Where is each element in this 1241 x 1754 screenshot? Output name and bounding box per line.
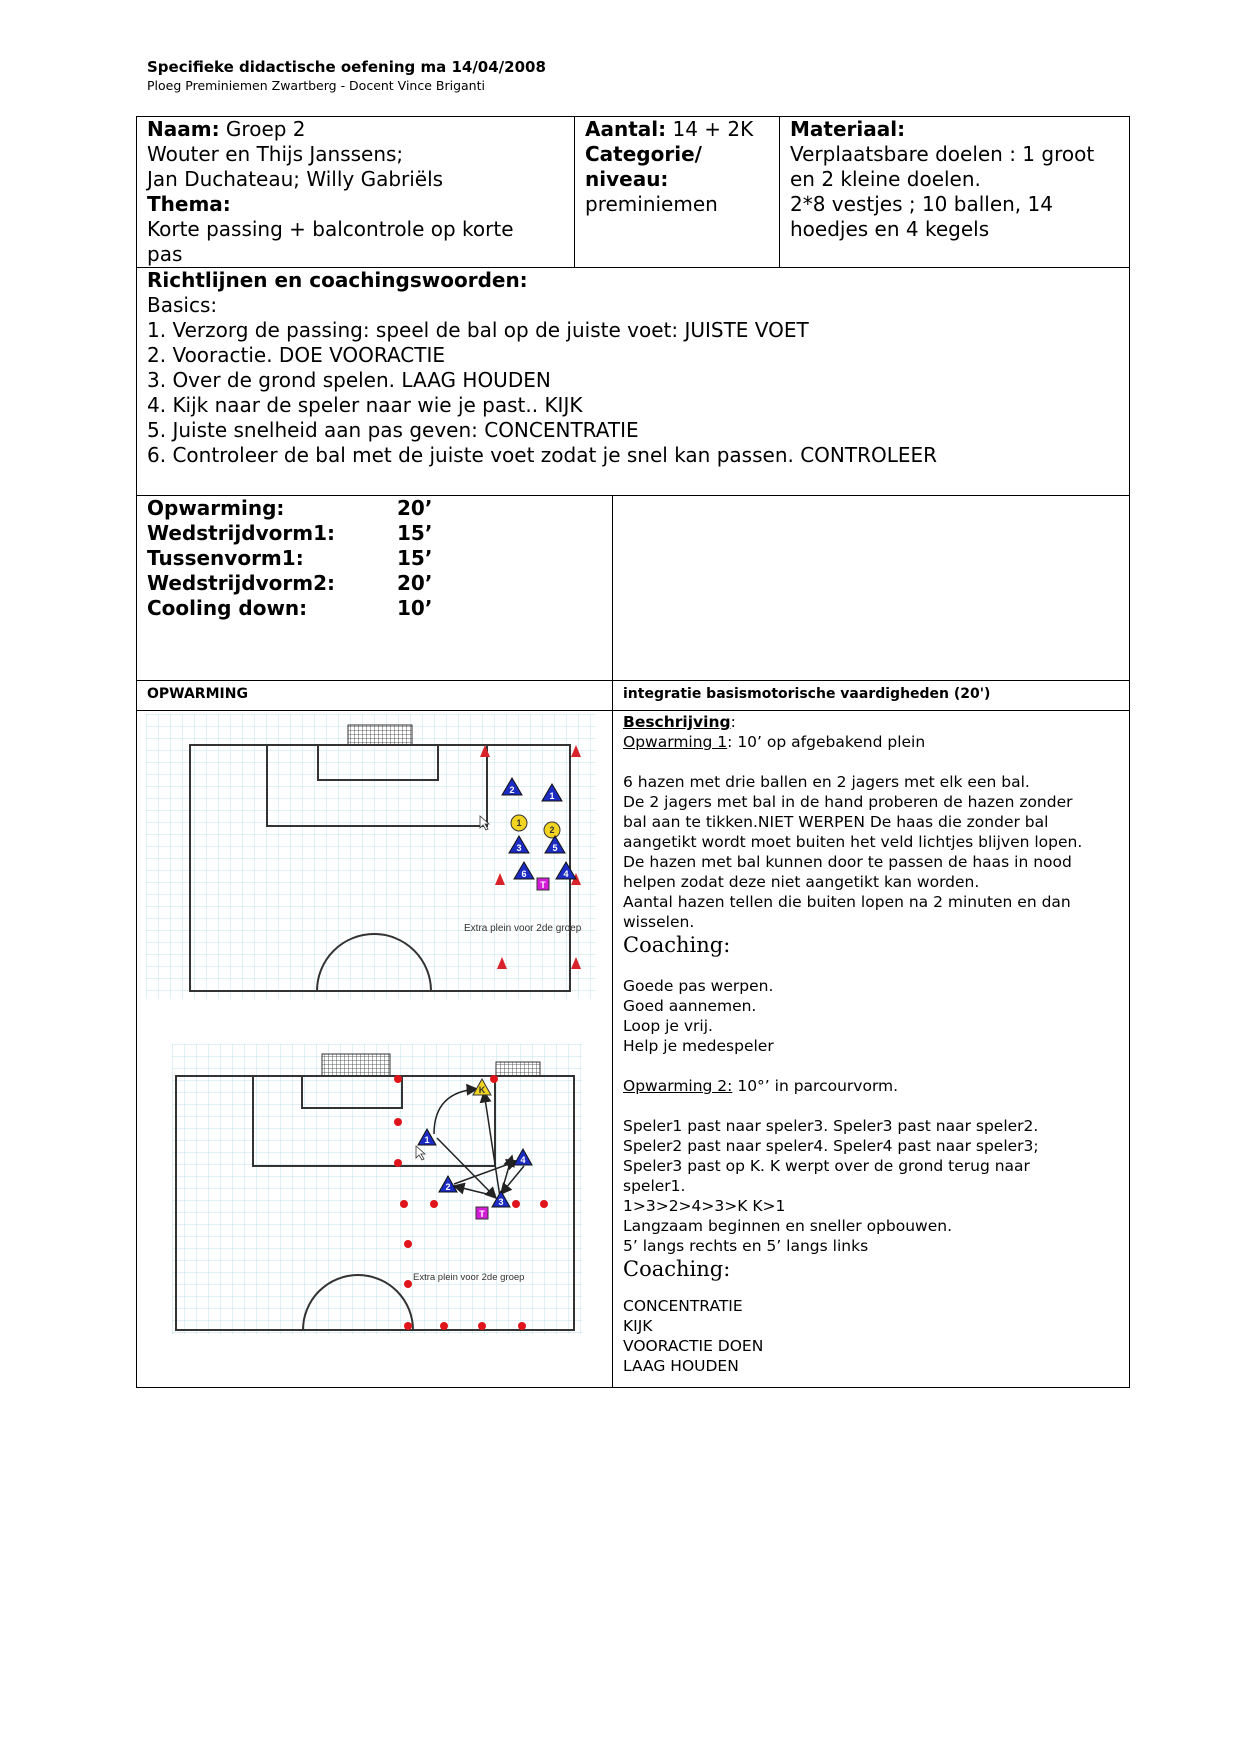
coaching1-title: Coaching: [623, 933, 731, 957]
timing-value: 10’ [397, 596, 433, 620]
naam-cell [147, 117, 514, 267]
aantal-value: 14 + 2K [666, 117, 754, 141]
timing-label: Wedstrijdvorm2: [147, 571, 335, 595]
paragraph1-line: De hazen met bal kunnen door te passen de haas in nood [623, 853, 1072, 871]
coaching1-item: Goede pas werpen. [623, 977, 774, 995]
materiaal-cell [790, 117, 1094, 242]
timing-value: 15’ [397, 521, 433, 545]
player-label: T [479, 1209, 485, 1219]
player-label: K [478, 1085, 486, 1095]
guideline-item: 6. Controleer de bal met de juiste voet zodat je snel kan passen. CONTROLEER [147, 443, 938, 467]
page-title: Specifieke didactische oefening ma 14/04/2008 [147, 58, 546, 76]
guideline-item: 3. Over de grond spelen. LAAG HOUDEN [147, 368, 551, 392]
paragraph1-line: helpen zodat deze niet aangetikt kan worden. [623, 873, 980, 891]
timing-label: Tussenvorm1: [147, 546, 304, 570]
namen-line2: Jan Duchateau; Willy Gabriëls [147, 167, 444, 191]
aantal-label: Aantal: [585, 117, 667, 141]
player-label: T [540, 880, 546, 890]
paragraph2-line: Langzaam beginnen en sneller opbouwen. [623, 1217, 953, 1235]
player-label: 1 [549, 791, 555, 801]
player-label: 2 [509, 785, 515, 795]
player-label: 4 [520, 1155, 526, 1165]
naam-value: Groep 2 [219, 117, 306, 141]
materiaal-line3: 2*8 vestjes ; 10 ballen, 14 [790, 192, 1053, 216]
guidelines-basics: Basics: [147, 293, 218, 317]
player-label: 2 [549, 825, 555, 835]
diagram-caption: Extra plein voor 2de groep [464, 923, 582, 934]
thema-line1: Korte passing + balcontrole op korte [147, 217, 514, 241]
player-label: 3 [516, 843, 522, 853]
thema-line2: pas [147, 242, 183, 266]
player-label: 4 [563, 869, 569, 879]
timing-label: Wedstrijdvorm1: [147, 521, 335, 545]
player-label: 6 [521, 869, 527, 879]
opw1-rest: : 10’ op afgebakend plein [727, 733, 926, 751]
categorie-label-2: niveau: [585, 167, 669, 191]
paragraph1-line: aangetikt wordt moet buiten het veld lichtjes blijven lopen. [623, 833, 1083, 851]
timing-value: 15’ [397, 546, 433, 570]
diagram-caption: Extra plein voor 2de groep [413, 1272, 525, 1283]
coaching2-item: KIJK [623, 1317, 653, 1335]
paragraph2-line: Speler1 past naar speler3. Speler3 past naar speler2. [623, 1117, 1039, 1135]
timing-value: 20’ [397, 496, 433, 520]
player-label: 2 [445, 1182, 451, 1192]
coaching2-item: VOORACTIE DOEN [623, 1337, 764, 1355]
guideline-item: 5. Juiste snelheid aan pas geven: CONCENTRATIE [147, 418, 639, 442]
exercise-table [136, 116, 1130, 1388]
timing-row [147, 596, 432, 621]
timing-row [147, 546, 432, 571]
opw1-label: Opwarming 1 [623, 733, 728, 751]
guidelines-cell [147, 268, 937, 468]
coaching2-item: LAAG HOUDEN [623, 1357, 739, 1375]
coaching1-item: Goed aannemen. [623, 997, 757, 1015]
paragraph1-line: bal aan te tikken.NIET WERPEN De haas die zonder bal [623, 813, 1049, 831]
materiaal-line2: en 2 kleine doelen. [790, 167, 981, 191]
opw2-label: Opwarming 2: [623, 1077, 733, 1095]
paragraph2-line: 5’ langs rechts en 5’ langs links [623, 1237, 869, 1255]
description-heading-colon: : [730, 713, 736, 731]
coaching2-title: Coaching: [623, 1257, 731, 1281]
timing-row [147, 571, 432, 596]
materiaal-label: Materiaal: [790, 117, 906, 141]
section-left-title: OPWARMING [147, 686, 248, 702]
timing-label: Cooling down: [147, 596, 308, 620]
guideline-item: 2. Vooractie. DOE VOORACTIE [147, 343, 446, 367]
player-label: 1 [516, 818, 522, 828]
paragraph2-line: Speler2 past naar speler4. Speler4 past naar speler3; [623, 1137, 1039, 1155]
timing-cell [147, 496, 432, 621]
thema-label: Thema: [147, 192, 231, 216]
namen-line1: Wouter en Thijs Janssens; [147, 142, 404, 166]
categorie-label-1: Categorie/ [585, 142, 702, 166]
paragraph2-line: 1>3>2>4>3>K K>1 [623, 1197, 786, 1215]
timing-row [147, 496, 432, 521]
paragraph2-line: speler1. [623, 1177, 686, 1195]
guidelines-title: Richtlijnen en coachingswoorden: [147, 268, 528, 292]
description-cell [623, 712, 1123, 1376]
paragraph2-line: Speler3 past op K. K werpt over de grond terug naar [623, 1157, 1030, 1175]
player-label: 1 [424, 1135, 430, 1145]
diagram-opwarming-1 [146, 714, 596, 999]
coaching1-item: Loop je vrij. [623, 1017, 713, 1035]
materiaal-line4: hoedjes en 4 kegels [790, 217, 990, 241]
naam-label: Naam: [147, 117, 220, 141]
guideline-item: 4. Kijk naar de speler naar wie je past.. KIJK [147, 393, 583, 417]
guideline-item: 1. Verzorg de passing: speel de bal op de juiste voet: JUISTE VOET [147, 318, 809, 342]
opw2-rest: 10°’ in parcourvorm. [732, 1077, 899, 1095]
categorie-value: preminiemen [585, 192, 718, 216]
section-right-title: integratie basismotorische vaardigheden (20') [623, 686, 991, 702]
player-label: 3 [498, 1197, 504, 1207]
aantal-cell [585, 117, 753, 217]
diagram-opwarming-2 [172, 1044, 582, 1334]
page-subtitle: Ploeg Preminiemen Zwartberg - Docent Vince Briganti [147, 78, 485, 93]
goal-net [322, 1054, 390, 1076]
goal-net [348, 725, 412, 745]
description-heading: Beschrijving [623, 713, 731, 731]
paragraph1-line: wisselen. [623, 913, 695, 931]
coaching1-item: Help je medespeler [623, 1037, 774, 1055]
materiaal-line1: Verplaatsbare doelen : 1 groot [790, 142, 1095, 166]
player-label: 5 [552, 843, 558, 853]
paragraph1-line: 6 hazen met drie ballen en 2 jagers met elk een bal. [623, 773, 1030, 791]
small-goal [496, 1062, 540, 1076]
paragraph1-line: De 2 jagers met bal in de hand proberen de hazen zonder [623, 793, 1073, 811]
coaching2-item: CONCENTRATIE [623, 1297, 743, 1315]
timing-label: Opwarming: [147, 496, 285, 520]
timing-row [147, 521, 432, 546]
timing-value: 20’ [397, 571, 433, 595]
paragraph1-line: Aantal hazen tellen die buiten lopen na 2 minuten en dan [623, 893, 1071, 911]
